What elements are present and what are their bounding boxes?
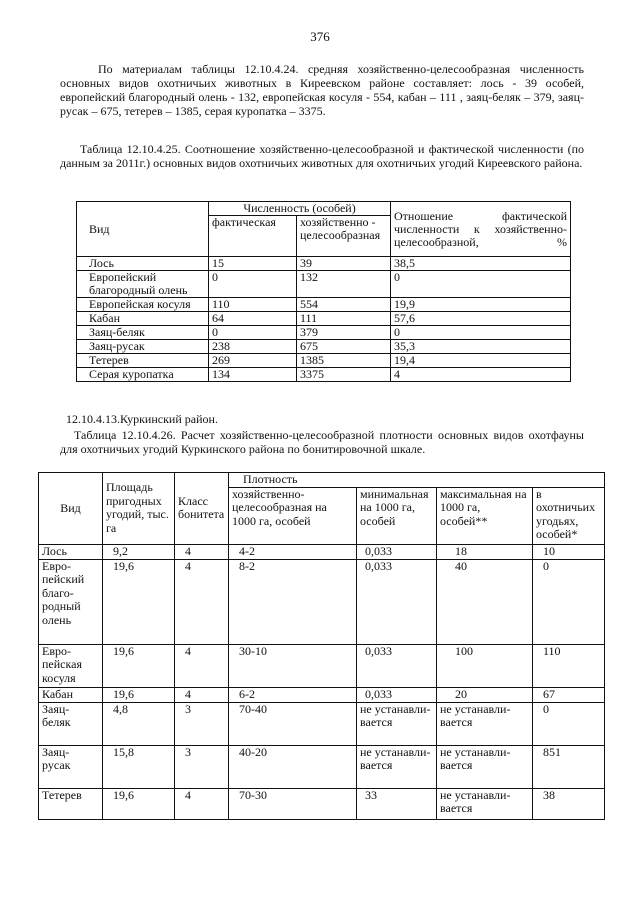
table1-caption: Таблица 12.10.4.25. Соотношение хозяйственно-целесообразной и фактической численности (по данным за 2011г.) основных видов охотничьих животных для охотничьих угодий Киреевского района.: [60, 142, 584, 170]
table1-row: [77, 354, 571, 368]
table2-cell-class: 4: [175, 687, 229, 702]
table2-cell-area: 19,6: [103, 687, 175, 702]
table1-abundance-ratio: [76, 201, 571, 382]
table2-density: [38, 472, 605, 820]
table2-cell-class: 4: [175, 544, 229, 559]
table1-cell-species: Серая куропатка: [77, 368, 209, 382]
table2-row: [39, 788, 605, 819]
table1-cell-actual: 0: [209, 326, 297, 340]
table2-cell-in-grounds: 67: [533, 687, 605, 702]
table2-cell-area: 19,6: [103, 788, 175, 819]
table2-cell-maximal: 100: [437, 644, 533, 687]
table1-cell-actual: 134: [209, 368, 297, 382]
table2-cell-maximal: не устанавли- вается: [437, 745, 533, 788]
table1-row: [77, 312, 571, 326]
table2-header-in-grounds: в охотничьих угодьях, особей*: [533, 487, 605, 544]
table1-cell-ratio: 0: [391, 271, 571, 298]
table1-cell-species: Европейская косуля: [77, 298, 209, 312]
table2-cell-species: Заяц- беляк: [39, 702, 103, 745]
table2-cell-species: Кабан: [39, 687, 103, 702]
table2-cell-economic: 6-2: [229, 687, 357, 702]
table2-cell-maximal: 40: [437, 559, 533, 644]
table2-cell-species: Заяц- русак: [39, 745, 103, 788]
table2-row: [39, 644, 605, 687]
table2-cell-economic: 8-2: [229, 559, 357, 644]
table1-cell-economic: 1385: [297, 354, 391, 368]
table1-cell-actual: 238: [209, 340, 297, 354]
table1-cell-economic: 3375: [297, 368, 391, 382]
table1-row: [77, 271, 571, 298]
table2-cell-minimal: не устанавли- вается: [357, 702, 437, 745]
table2-cell-minimal: 33: [357, 788, 437, 819]
table2-cell-species: Евро- пейский благо- родный олень: [39, 559, 103, 644]
table2-cell-species: Евро- пейская косуля: [39, 644, 103, 687]
table2-row: [39, 687, 605, 702]
table2-cell-in-grounds: 110: [533, 644, 605, 687]
table2-header-area: Площадь пригодных угодий, тыс. га: [103, 473, 175, 545]
table1-cell-ratio: 38,5: [391, 257, 571, 271]
table1-header-ratio: Отношение фактической численности к хозяйственно-целесообразной, %: [391, 202, 571, 257]
table1-cell-species: Лось: [77, 257, 209, 271]
table2-header-economic: хозяйственно-целесообразная на 1000 га, особей: [229, 487, 357, 544]
table1-row: [77, 340, 571, 354]
table2-header-species: Вид: [39, 473, 103, 545]
table2-cell-class: 3: [175, 745, 229, 788]
page-number: 376: [310, 29, 330, 44]
table1-cell-species: Заяц-русак: [77, 340, 209, 354]
table2-cell-economic: 70-40: [229, 702, 357, 745]
table1-header-group: Численность (особей): [209, 202, 391, 216]
table1-cell-species: Кабан: [77, 312, 209, 326]
table2-cell-class: 4: [175, 644, 229, 687]
table2-cell-class: 3: [175, 702, 229, 745]
table1-cell-economic: 132: [297, 271, 391, 298]
table2-row: [39, 702, 605, 745]
table2-cell-minimal: 0,033: [357, 544, 437, 559]
table1-cell-ratio: 19,4: [391, 354, 571, 368]
table2-header-density: Плотность: [229, 473, 605, 488]
table2-cell-economic: 40-20: [229, 745, 357, 788]
table2-cell-in-grounds: 0: [533, 702, 605, 745]
table2-cell-class: 4: [175, 788, 229, 819]
table2-cell-minimal: 0,033: [357, 559, 437, 644]
table1-header-species: Вид: [77, 202, 209, 257]
table1-cell-actual: 0: [209, 271, 297, 298]
table2-header-minimal: минимальная на 1000 га, особей: [357, 487, 437, 544]
table2-cell-maximal: 20: [437, 687, 533, 702]
table2-cell-minimal: не устанавли- вается: [357, 745, 437, 788]
table1-cell-species: Тетерев: [77, 354, 209, 368]
table2-cell-area: 4,8: [103, 702, 175, 745]
intro-paragraph: По материалам таблицы 12.10.4.24. средняя хозяйственно-целесообразная численность основных видов охотничьих животных в Киреевском районе составляет: лось - 39 особей, европейский благородный олень - 132, европейская косуля - 554, кабан – 111 , заяц-беляк – 379, заяц-русак – 675, тетерев – 1385, серая куропатка – 3375.: [60, 62, 584, 118]
table2-cell-class: 4: [175, 559, 229, 644]
table2-cell-area: 9,2: [103, 544, 175, 559]
table1-cell-ratio: 4: [391, 368, 571, 382]
table1-cell-actual: 110: [209, 298, 297, 312]
table1-cell-economic: 379: [297, 326, 391, 340]
table2-caption: Таблица 12.10.4.26. Расчет хозяйственно-целесообразной плотности основных видов охотфауны для охотничьих угодий Куркинского района по бонитировочной шкале.: [60, 428, 584, 456]
section-heading: 12.10.4.13.Куркинский район.: [66, 412, 218, 426]
table2-cell-minimal: 0,033: [357, 687, 437, 702]
table2-cell-in-grounds: 0: [533, 559, 605, 644]
table1-cell-economic: 554: [297, 298, 391, 312]
table2-header-class: Класс бонитета: [175, 473, 229, 545]
table1-header-economic: хозяйственно - целесообразная: [297, 216, 391, 257]
table2-cell-economic: 4-2: [229, 544, 357, 559]
table1-cell-ratio: 19,9: [391, 298, 571, 312]
table2-cell-area: 19,6: [103, 644, 175, 687]
table1-row: [77, 368, 571, 382]
table1-row: [77, 326, 571, 340]
table2-cell-species: Лось: [39, 544, 103, 559]
table1-cell-economic: 39: [297, 257, 391, 271]
table1-cell-species: Заяц-беляк: [77, 326, 209, 340]
table1-cell-actual: 64: [209, 312, 297, 326]
table2-row: [39, 544, 605, 559]
table2-row: [39, 559, 605, 644]
table2-body: [39, 544, 605, 819]
table1-cell-actual: 15: [209, 257, 297, 271]
table1-cell-species: Европейский благородный олень: [77, 271, 209, 298]
table2-cell-economic: 70-30: [229, 788, 357, 819]
table1-row: [77, 257, 571, 271]
table2-cell-species: Тетерев: [39, 788, 103, 819]
table1-header-actual: фактическая: [209, 216, 297, 257]
table2-cell-minimal: 0,033: [357, 644, 437, 687]
table1-cell-economic: 675: [297, 340, 391, 354]
table2-row: [39, 745, 605, 788]
table1-cell-actual: 269: [209, 354, 297, 368]
table1-cell-ratio: 57,6: [391, 312, 571, 326]
table2-cell-in-grounds: 38: [533, 788, 605, 819]
table2-cell-maximal: не устанавли- вается: [437, 788, 533, 819]
table2-cell-in-grounds: 851: [533, 745, 605, 788]
table1-row: [77, 298, 571, 312]
table2-cell-maximal: 18: [437, 544, 533, 559]
table2-cell-area: 19,6: [103, 559, 175, 644]
table2-cell-maximal: не устанавли- вается: [437, 702, 533, 745]
table2-header-maximal: максимальная на 1000 га, особей**: [437, 487, 533, 544]
table1-body: [77, 257, 571, 382]
table2-cell-area: 15,8: [103, 745, 175, 788]
table2-cell-in-grounds: 10: [533, 544, 605, 559]
table1-cell-economic: 111: [297, 312, 391, 326]
table1-cell-ratio: 0: [391, 326, 571, 340]
table1-cell-ratio: 35,3: [391, 340, 571, 354]
table2-cell-economic: 30-10: [229, 644, 357, 687]
